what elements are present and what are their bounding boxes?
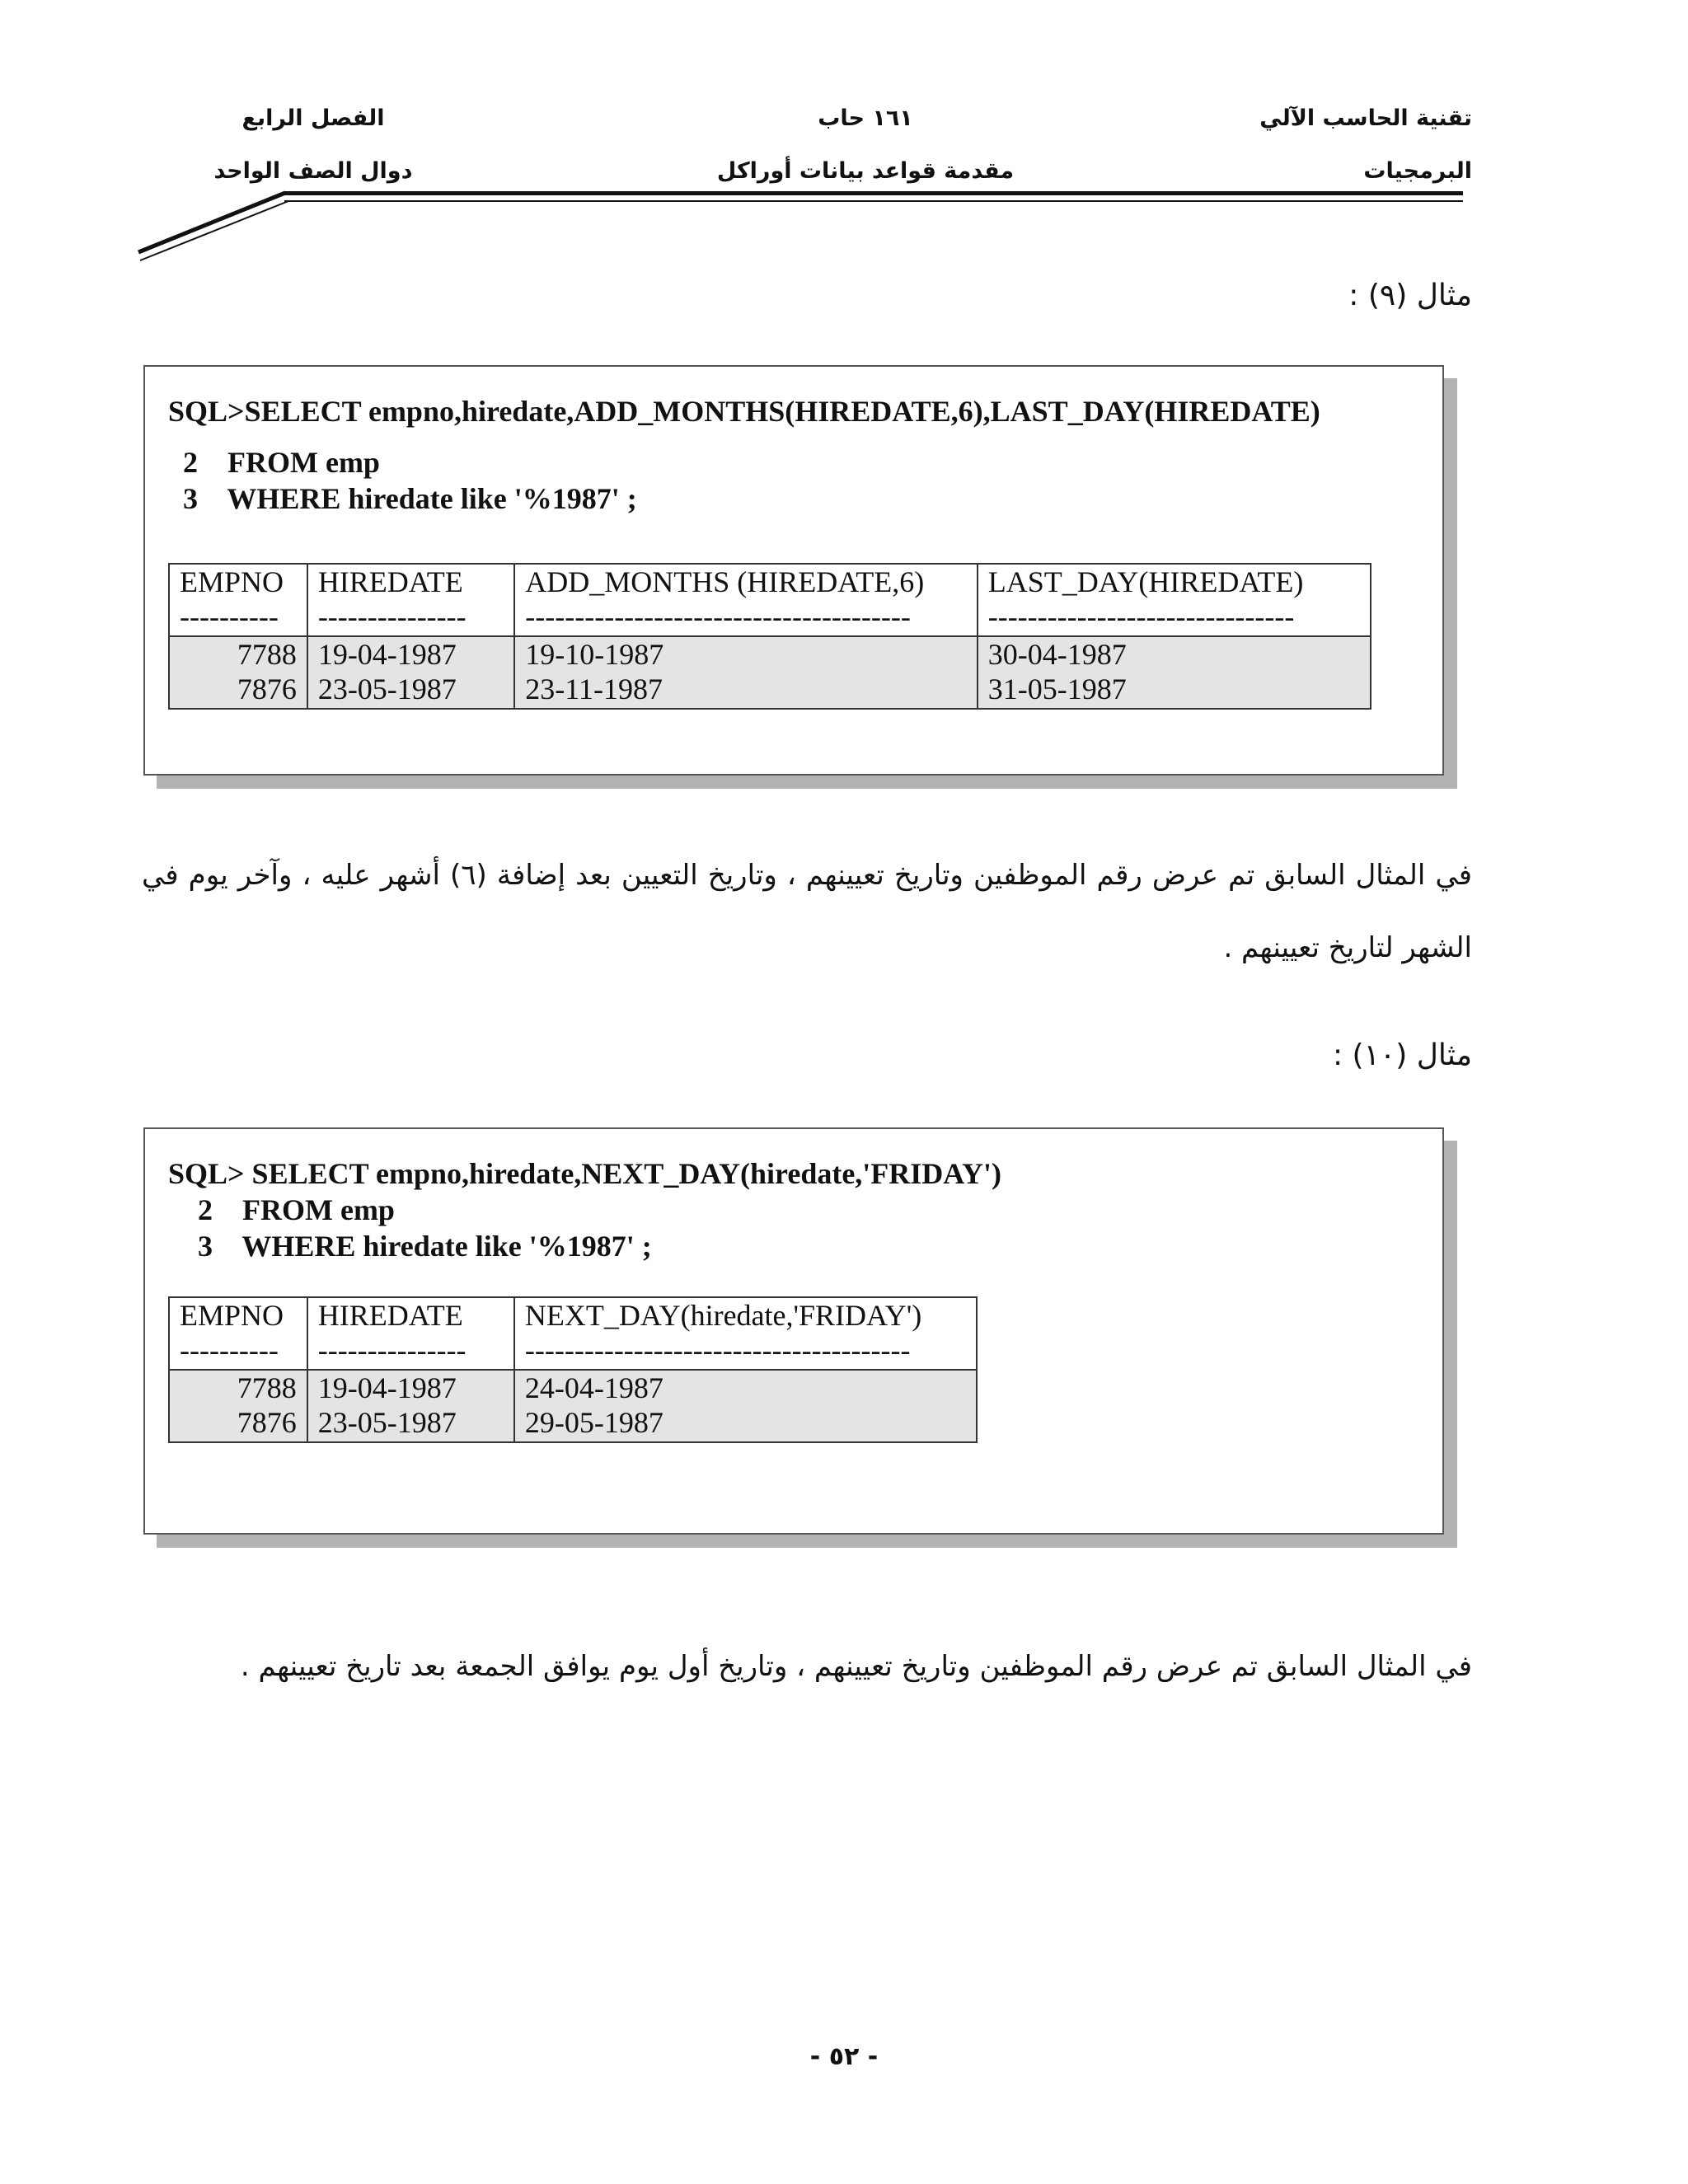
column-header-label: ADD_MONTHS (HIREDATE,6) (525, 565, 925, 598)
empno-cell: 7788 7876 (169, 1370, 307, 1442)
example-10-code-line-1: SQL> SELECT empno,hiredate,NEXT_DAY(hiredate,'FRIDAY') (168, 1157, 1001, 1190)
column-header (307, 1297, 514, 1370)
column-header-rule: ---------- (180, 600, 279, 633)
column-header-rule: --------------- (317, 1333, 467, 1366)
example-9-code-line-1: SQL>SELECT empno,hiredate,ADD_MONTHS(HIREDATE,6),LAST_DAY(HIREDATE) (168, 395, 1320, 428)
example-10-code-line-3: 3 WHERE hiredate like '%1987' ; (168, 1230, 652, 1263)
column-header-rule: ---------- (180, 1333, 279, 1366)
column-header (307, 564, 514, 636)
column-header (978, 564, 1371, 636)
example-9-explanation: في المثال السابق تم عرض رقم الموظفين وتاريخ تعيينهم ، وتاريخ التعيين بعد إضافة (٦) أشهر عليه ، وآخر يوم في الشهر لتاريخ تعيينهم . (142, 859, 1473, 964)
header-course-title: مقدمة قواعد بيانات أوراكل (716, 158, 1015, 184)
header-rule-thin (284, 200, 1463, 202)
column-header-rule: ------------------------------- (987, 600, 1295, 633)
table-header-row (169, 1297, 977, 1370)
add-months-cell: 19-10-1987 23-11-1987 (514, 636, 977, 709)
column-header (169, 1297, 307, 1370)
header-rule-slant (132, 188, 297, 262)
column-header (514, 564, 977, 636)
column-header (514, 1297, 977, 1370)
header-section: دوال الصف الواحد (213, 158, 413, 184)
empno-cell: 7788 7876 (169, 636, 307, 709)
header-book-title: تقنية الحاسب الآلي (1259, 105, 1472, 131)
header-chapter: الفصل الرابع (241, 105, 385, 131)
example-10-explanation: في المثال السابق تم عرض رقم الموظفين وتاريخ تعيينهم ، وتاريخ أول يوم يوافق الجمعة بعد تاريخ تعيينهم . (240, 1650, 1472, 1683)
table-body-row (169, 1370, 977, 1442)
header-rule-thick (284, 191, 1463, 195)
column-header-rule: --------------------------------------- (524, 1333, 911, 1366)
column-header (169, 564, 307, 636)
example-9-code-box (143, 365, 1444, 776)
hiredate-cell: 19-04-1987 23-05-1987 (307, 1370, 514, 1442)
example-10-result-table (168, 1296, 978, 1443)
page-number: - ٥٢ - (809, 2042, 879, 2071)
column-header-label: NEXT_DAY(hiredate,'FRIDAY') (524, 1299, 922, 1332)
hiredate-cell: 19-04-1987 23-05-1987 (307, 636, 514, 709)
column-header-label: HIREDATE (317, 565, 463, 598)
column-header-rule: --------------------------------------- (525, 600, 911, 633)
last-day-cell: 30-04-1987 31-05-1987 (978, 636, 1371, 709)
table-body-row (169, 636, 1371, 709)
example-10-code-box (143, 1127, 1444, 1535)
next-day-cell: 24-04-1987 29-05-1987 (514, 1370, 977, 1442)
header-subject: البرمجيات (1363, 158, 1472, 184)
column-header-label: EMPNO (180, 565, 284, 598)
column-header-label: HIREDATE (317, 1299, 463, 1332)
example-9-result-table (168, 563, 1372, 710)
header-course-code: ١٦١ حاب (818, 105, 913, 131)
column-header-rule: --------------- (317, 600, 467, 633)
table-header-row (169, 564, 1371, 636)
column-header-label: LAST_DAY(HIREDATE) (987, 565, 1304, 598)
column-header-label: EMPNO (180, 1299, 284, 1332)
example-9-code-line-3: 3 WHERE hiredate like '%1987' ; (168, 482, 637, 515)
example-9-code-line-2: 2 FROM emp (168, 446, 380, 479)
example-10-code-line-2: 2 FROM emp (168, 1193, 395, 1226)
example-10-title: مثال (١٠) : (1332, 1038, 1472, 1072)
example-9-title: مثال (٩) : (1348, 279, 1472, 312)
